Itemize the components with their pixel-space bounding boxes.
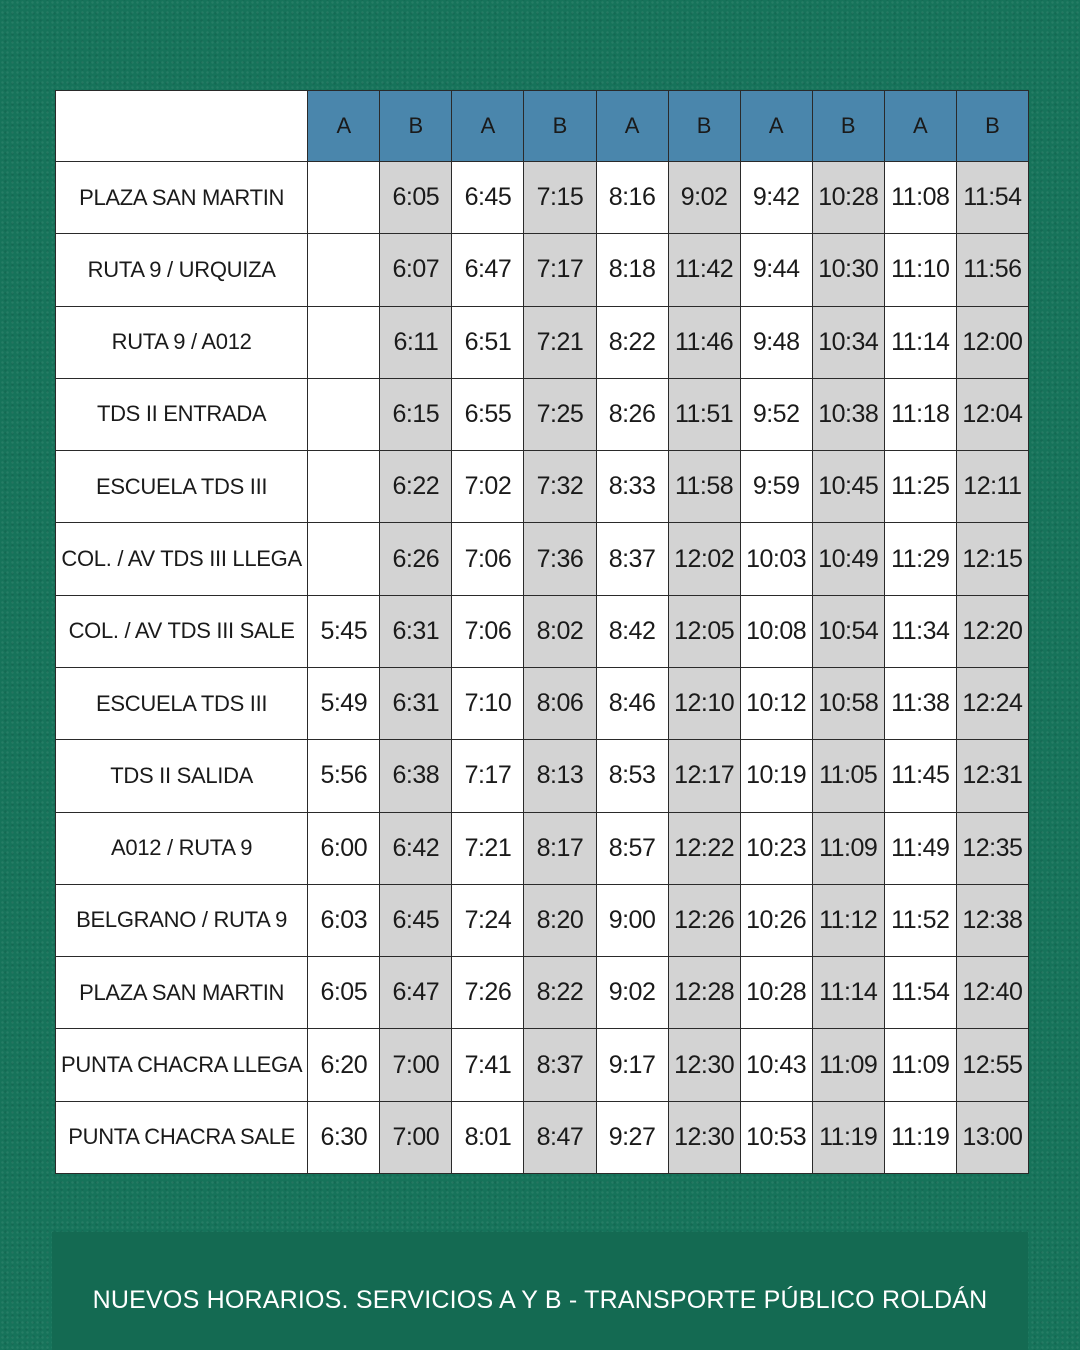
stop-name: ESCUELA TDS III: [56, 451, 308, 523]
departure-time-cell: 13:00: [956, 1101, 1028, 1173]
departure-time-cell: 8:02: [524, 595, 596, 667]
departure-time-cell: 11:58: [668, 451, 740, 523]
departure-time-cell: 10:34: [812, 306, 884, 378]
table-row: [56, 162, 1029, 234]
departure-time-cell: 8:46: [596, 667, 668, 739]
service-header-b: B: [956, 91, 1028, 162]
departure-time-cell: 7:02: [452, 451, 524, 523]
departure-time-cell: 6:45: [380, 884, 452, 956]
departure-time-cell: 5:56: [308, 740, 380, 812]
departure-time-cell: 12:26: [668, 884, 740, 956]
departure-time-cell: 8:17: [524, 812, 596, 884]
service-header-a: A: [884, 91, 956, 162]
departure-time-cell: 8:01: [452, 1101, 524, 1173]
departure-time-cell: 12:55: [956, 1029, 1028, 1101]
stop-name: A012 / RUTA 9: [56, 812, 308, 884]
departure-time-cell: 6:26: [380, 523, 452, 595]
table-row: [56, 812, 1029, 884]
departure-time-cell: 10:28: [740, 957, 812, 1029]
departure-time-cell: 10:03: [740, 523, 812, 595]
departure-time-cell: 8:22: [524, 957, 596, 1029]
stop-name: PLAZA SAN MARTIN: [56, 957, 308, 1029]
departure-time-cell: 8:37: [596, 523, 668, 595]
service-header-a: A: [308, 91, 380, 162]
departure-time-cell: 6:38: [380, 740, 452, 812]
departure-time-cell: [308, 162, 380, 234]
departure-time-cell: [308, 378, 380, 450]
schedule-table-container: [55, 90, 1029, 1174]
departure-time-cell: 11:12: [812, 884, 884, 956]
departure-time-cell: 10:28: [812, 162, 884, 234]
stop-name: TDS II ENTRADA: [56, 378, 308, 450]
departure-time-cell: 8:26: [596, 378, 668, 450]
departure-time-cell: 10:45: [812, 451, 884, 523]
departure-time-cell: 11:54: [956, 162, 1028, 234]
table-row: [56, 740, 1029, 812]
departure-time-cell: 10:43: [740, 1029, 812, 1101]
departure-time-cell: 12:31: [956, 740, 1028, 812]
departure-time-cell: 5:45: [308, 595, 380, 667]
departure-time-cell: 11:19: [812, 1101, 884, 1173]
departure-time-cell: 6:00: [308, 812, 380, 884]
departure-time-cell: 12:24: [956, 667, 1028, 739]
stop-name: RUTA 9 / URQUIZA: [56, 234, 308, 306]
table-row: [56, 1101, 1029, 1173]
departure-time-cell: 6:47: [452, 234, 524, 306]
service-header-b: B: [380, 91, 452, 162]
table-row: [56, 667, 1029, 739]
departure-time-cell: 7:10: [452, 667, 524, 739]
departure-time-cell: 11:14: [884, 306, 956, 378]
departure-time-cell: 11:18: [884, 378, 956, 450]
table-row: [56, 451, 1029, 523]
departure-time-cell: 6:05: [308, 957, 380, 1029]
departure-time-cell: 6:47: [380, 957, 452, 1029]
departure-time-cell: 7:41: [452, 1029, 524, 1101]
table-row: [56, 306, 1029, 378]
departure-time-cell: [308, 234, 380, 306]
departure-time-cell: 12:00: [956, 306, 1028, 378]
stop-name: RUTA 9 / A012: [56, 306, 308, 378]
departure-time-cell: 6:15: [380, 378, 452, 450]
departure-time-cell: 10:58: [812, 667, 884, 739]
departure-time-cell: 9:48: [740, 306, 812, 378]
departure-time-cell: 9:27: [596, 1101, 668, 1173]
table-row: [56, 884, 1029, 956]
schedule-body: [56, 162, 1029, 1174]
stop-name: PUNTA CHACRA LLEGA: [56, 1029, 308, 1101]
departure-time-cell: 12:30: [668, 1029, 740, 1101]
departure-time-cell: 7:21: [452, 812, 524, 884]
departure-time-cell: 7:15: [524, 162, 596, 234]
departure-time-cell: 8:13: [524, 740, 596, 812]
departure-time-cell: 8:37: [524, 1029, 596, 1101]
departure-time-cell: 6:45: [452, 162, 524, 234]
departure-time-cell: 10:19: [740, 740, 812, 812]
departure-time-cell: 11:54: [884, 957, 956, 1029]
departure-time-cell: 11:09: [812, 812, 884, 884]
departure-time-cell: 11:29: [884, 523, 956, 595]
departure-time-cell: 8:42: [596, 595, 668, 667]
stop-name: ESCUELA TDS III: [56, 667, 308, 739]
departure-time-cell: 7:25: [524, 378, 596, 450]
departure-time-cell: 7:06: [452, 523, 524, 595]
departure-time-cell: 6:42: [380, 812, 452, 884]
departure-time-cell: 9:00: [596, 884, 668, 956]
departure-time-cell: 9:42: [740, 162, 812, 234]
departure-time-cell: 12:20: [956, 595, 1028, 667]
departure-time-cell: 7:17: [452, 740, 524, 812]
table-row: [56, 595, 1029, 667]
departure-time-cell: 7:32: [524, 451, 596, 523]
departure-time-cell: 8:33: [596, 451, 668, 523]
stop-name: PLAZA SAN MARTIN: [56, 162, 308, 234]
departure-time-cell: 6:51: [452, 306, 524, 378]
footer-banner: [52, 1232, 1028, 1350]
service-header-a: A: [596, 91, 668, 162]
departure-time-cell: 11:34: [884, 595, 956, 667]
departure-time-cell: 12:28: [668, 957, 740, 1029]
departure-time-cell: 7:24: [452, 884, 524, 956]
departure-time-cell: 6:22: [380, 451, 452, 523]
departure-time-cell: 6:55: [452, 378, 524, 450]
footer-title: NUEVOS HORARIOS. SERVICIOS A Y B - TRANSPORTE PÚBLICO ROLDÁN: [92, 1285, 988, 1314]
departure-time-cell: 11:38: [884, 667, 956, 739]
departure-time-cell: 12:04: [956, 378, 1028, 450]
stop-name: COL. / AV TDS III SALE: [56, 595, 308, 667]
departure-time-cell: 12:35: [956, 812, 1028, 884]
departure-time-cell: 8:47: [524, 1101, 596, 1173]
departure-time-cell: 11:52: [884, 884, 956, 956]
departure-time-cell: [308, 451, 380, 523]
departure-time-cell: 12:40: [956, 957, 1028, 1029]
departure-time-cell: 12:11: [956, 451, 1028, 523]
departure-time-cell: 12:17: [668, 740, 740, 812]
departure-time-cell: 7:06: [452, 595, 524, 667]
departure-time-cell: 11:19: [884, 1101, 956, 1173]
departure-time-cell: 11:25: [884, 451, 956, 523]
departure-time-cell: 9:44: [740, 234, 812, 306]
departure-time-cell: 11:51: [668, 378, 740, 450]
departure-time-cell: 5:49: [308, 667, 380, 739]
departure-time-cell: 11:56: [956, 234, 1028, 306]
departure-time-cell: 12:02: [668, 523, 740, 595]
departure-time-cell: 9:02: [668, 162, 740, 234]
departure-time-cell: 6:31: [380, 667, 452, 739]
departure-time-cell: 11:09: [884, 1029, 956, 1101]
departure-time-cell: 7:26: [452, 957, 524, 1029]
departure-time-cell: 10:53: [740, 1101, 812, 1173]
departure-time-cell: 9:52: [740, 378, 812, 450]
departure-time-cell: 10:26: [740, 884, 812, 956]
departure-time-cell: 6:11: [380, 306, 452, 378]
table-row: [56, 523, 1029, 595]
departure-time-cell: 9:59: [740, 451, 812, 523]
departure-time-cell: [308, 306, 380, 378]
departure-time-cell: 7:36: [524, 523, 596, 595]
table-row: [56, 378, 1029, 450]
departure-time-cell: 11:14: [812, 957, 884, 1029]
departure-time-cell: 11:49: [884, 812, 956, 884]
departure-time-cell: 7:00: [380, 1101, 452, 1173]
departure-time-cell: 12:10: [668, 667, 740, 739]
service-header-b: B: [524, 91, 596, 162]
departure-time-cell: 8:18: [596, 234, 668, 306]
departure-time-cell: 8:16: [596, 162, 668, 234]
departure-time-cell: 10:08: [740, 595, 812, 667]
stop-name: TDS II SALIDA: [56, 740, 308, 812]
departure-time-cell: 11:46: [668, 306, 740, 378]
departure-time-cell: 8:22: [596, 306, 668, 378]
service-header-a: A: [740, 91, 812, 162]
departure-time-cell: 6:05: [380, 162, 452, 234]
departure-time-cell: 8:53: [596, 740, 668, 812]
departure-time-cell: 7:17: [524, 234, 596, 306]
stop-name: COL. / AV TDS III LLEGA: [56, 523, 308, 595]
departure-time-cell: 11:45: [884, 740, 956, 812]
table-row: [56, 957, 1029, 1029]
departure-time-cell: 6:30: [308, 1101, 380, 1173]
departure-time-cell: 10:38: [812, 378, 884, 450]
departure-time-cell: 8:20: [524, 884, 596, 956]
departure-time-cell: 6:03: [308, 884, 380, 956]
departure-time-cell: 10:12: [740, 667, 812, 739]
departure-time-cell: 6:31: [380, 595, 452, 667]
departure-time-cell: 12:22: [668, 812, 740, 884]
departure-time-cell: 7:00: [380, 1029, 452, 1101]
departure-time-cell: 6:07: [380, 234, 452, 306]
departure-time-cell: 8:06: [524, 667, 596, 739]
departure-time-cell: 10:30: [812, 234, 884, 306]
bus-schedule-table: [55, 90, 1029, 1174]
service-header-a: A: [452, 91, 524, 162]
departure-time-cell: 8:57: [596, 812, 668, 884]
departure-time-cell: 10:49: [812, 523, 884, 595]
departure-time-cell: 12:05: [668, 595, 740, 667]
departure-time-cell: [308, 523, 380, 595]
service-header-b: B: [668, 91, 740, 162]
departure-time-cell: 11:10: [884, 234, 956, 306]
departure-time-cell: 12:15: [956, 523, 1028, 595]
departure-time-cell: 11:08: [884, 162, 956, 234]
departure-time-cell: 9:02: [596, 957, 668, 1029]
departure-time-cell: 12:30: [668, 1101, 740, 1173]
departure-time-cell: 11:09: [812, 1029, 884, 1101]
departure-time-cell: 10:54: [812, 595, 884, 667]
departure-time-cell: 11:42: [668, 234, 740, 306]
departure-time-cell: 10:23: [740, 812, 812, 884]
table-row: [56, 1029, 1029, 1101]
departure-time-cell: 6:20: [308, 1029, 380, 1101]
departure-time-cell: 12:38: [956, 884, 1028, 956]
service-header-row: [56, 91, 1029, 162]
table-row: [56, 234, 1029, 306]
service-header-b: B: [812, 91, 884, 162]
header-corner-cell: [56, 91, 308, 162]
stop-name: PUNTA CHACRA SALE: [56, 1101, 308, 1173]
stop-name: BELGRANO / RUTA 9: [56, 884, 308, 956]
departure-time-cell: 7:21: [524, 306, 596, 378]
departure-time-cell: 11:05: [812, 740, 884, 812]
departure-time-cell: 9:17: [596, 1029, 668, 1101]
